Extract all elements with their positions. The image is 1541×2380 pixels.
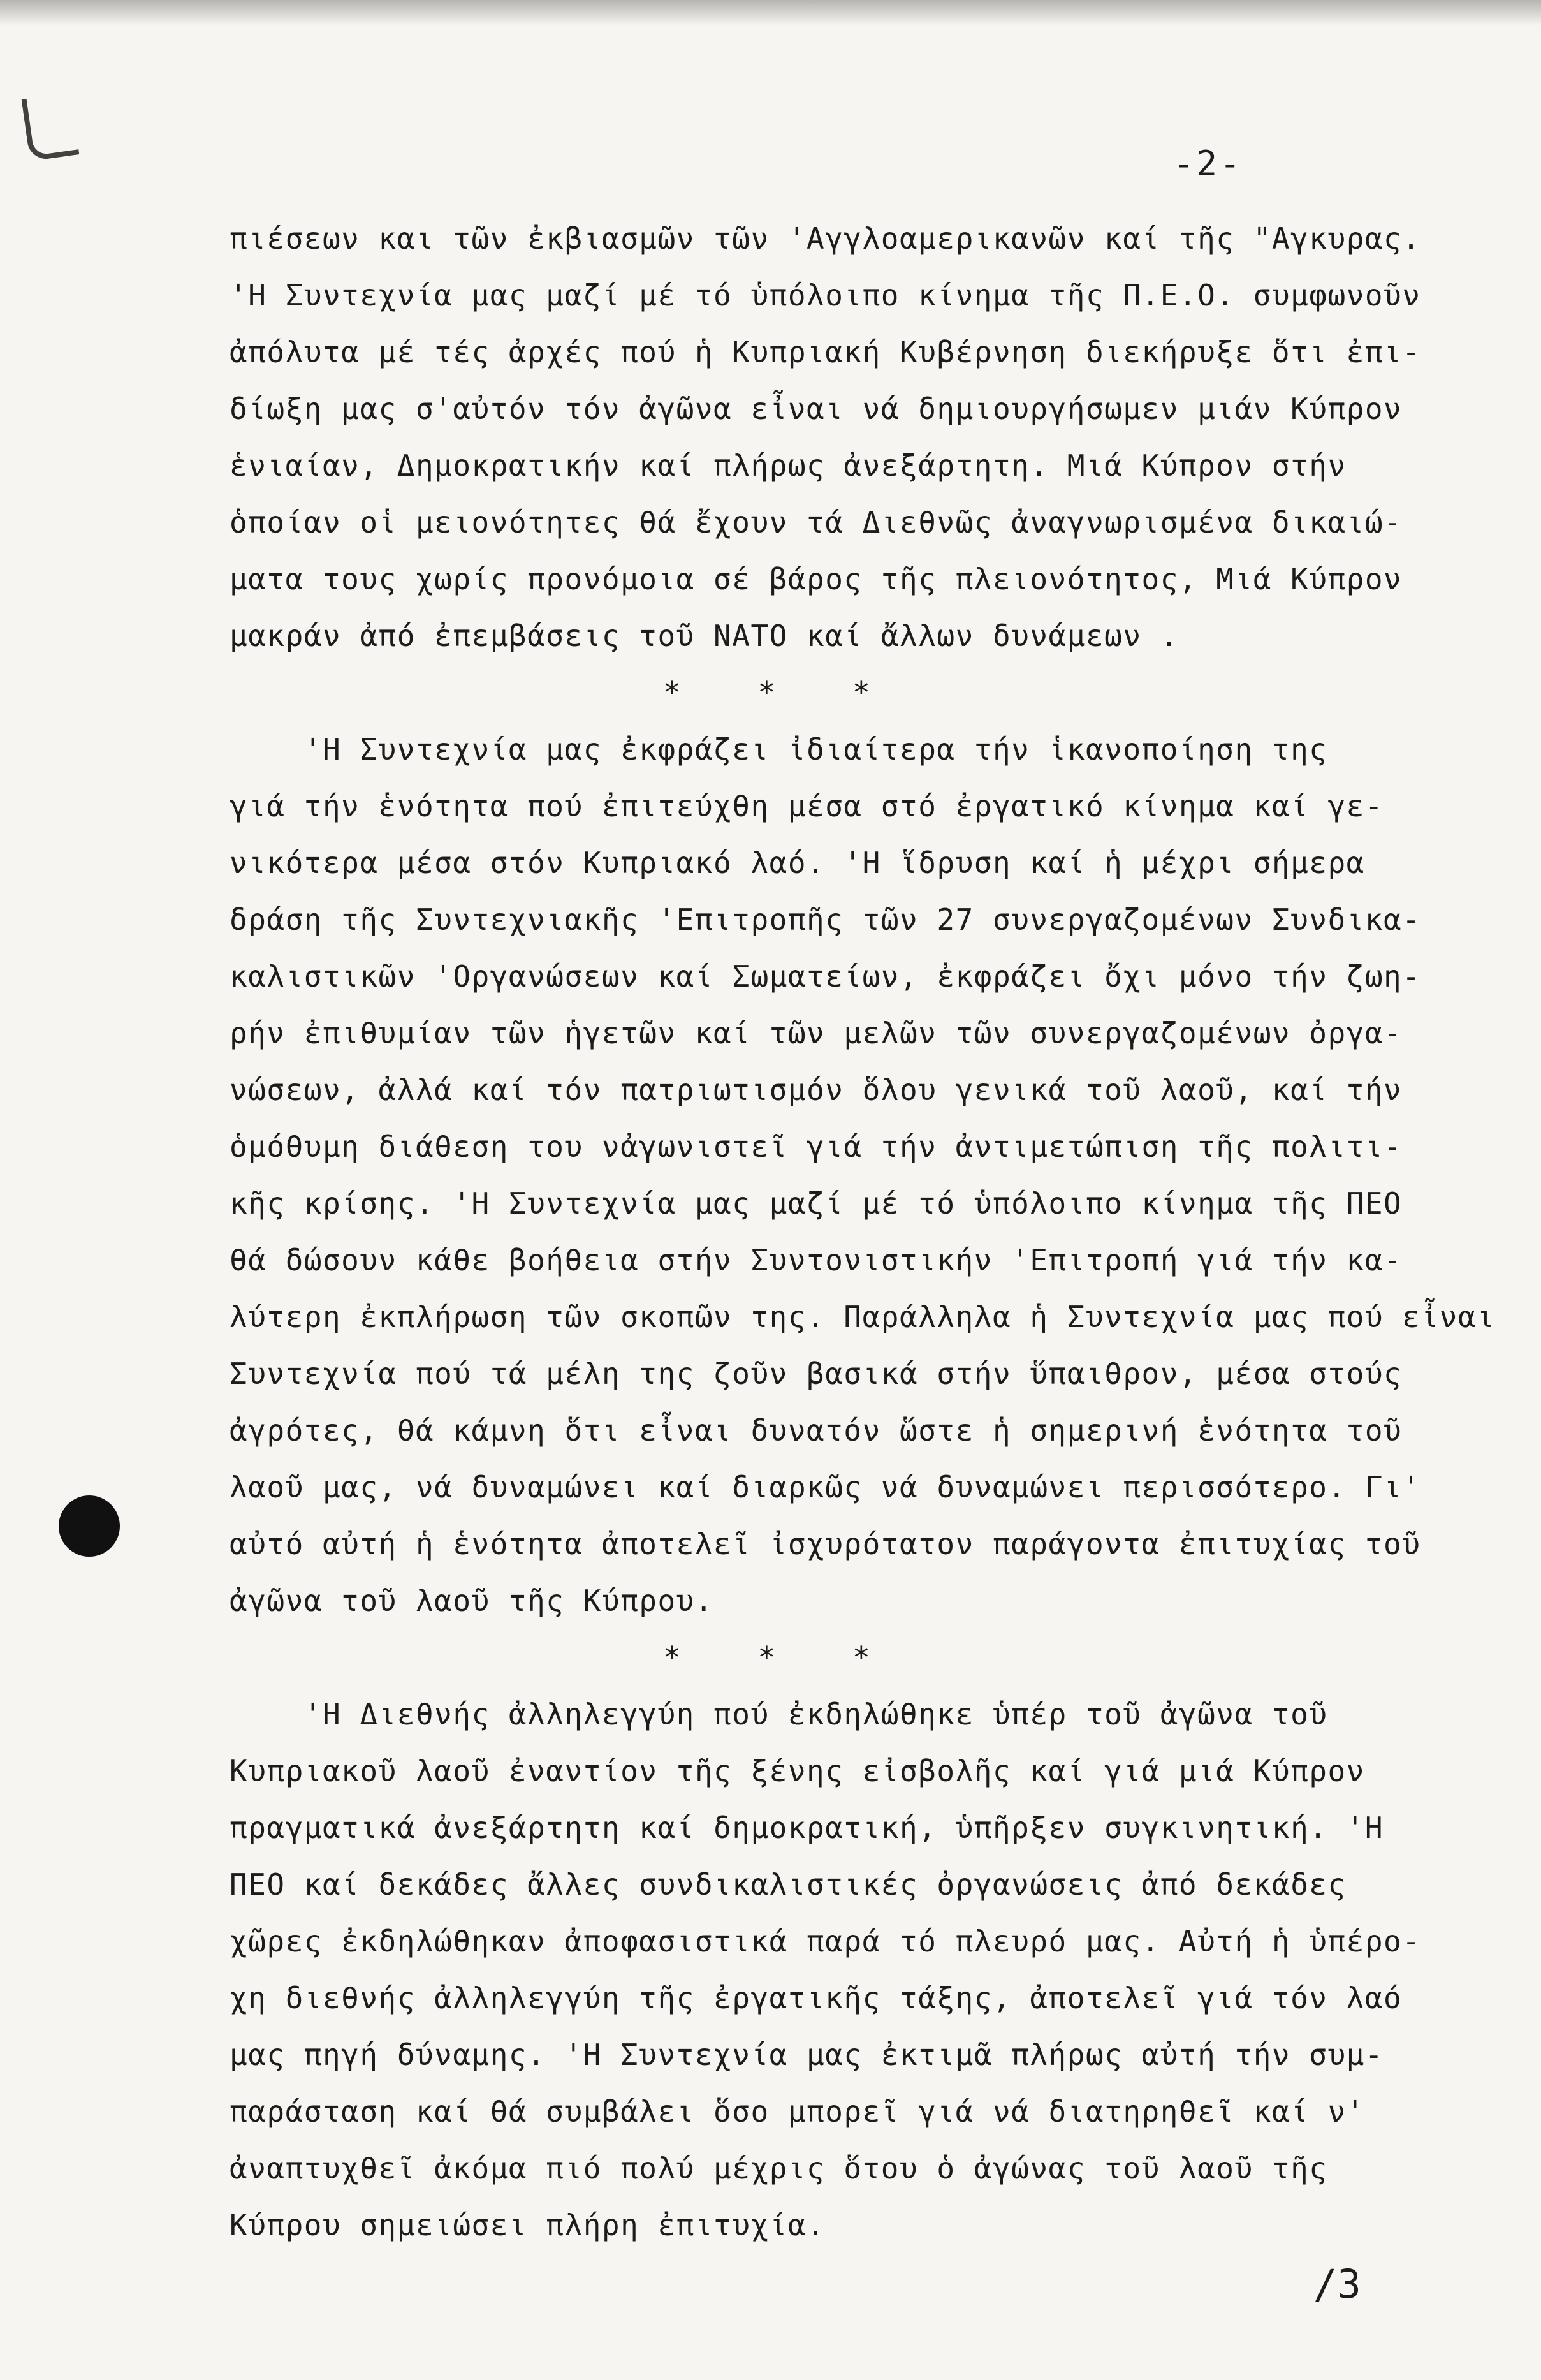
section-separator: * * * xyxy=(663,1640,872,1675)
text-line: παράσταση καί θά συμβάλει ὅσο μπορεῖ γιά νά διατηρηθεῖ καί ν' xyxy=(230,2094,1365,2129)
text-line: Κύπρου σημειώσει πλήρη ἐπιτυχία. xyxy=(230,2208,826,2242)
text-line: μακράν ἀπό ἐπεμβάσεις τοῦ ΝΑΤΟ καί ἄλλων δυνάμεων . xyxy=(230,619,1179,653)
text-line: νώσεων, ἀλλά καί τόν πατριωτισμόν ὅλου γενικά τοῦ λαοῦ, καί τήν xyxy=(230,1073,1403,1107)
handwritten-mark xyxy=(22,92,80,161)
text-line: ἑνιαίαν, Δημοκρατικήν καί πλήρως ἀνεξάρτητη. Μιά Κύπρον στήν xyxy=(230,448,1347,483)
document-body xyxy=(230,210,1498,2254)
text-line: Κυπριακοῦ λαοῦ ἐναντίον τῆς ξένης εἰσβολῆς καί γιά μιά Κύπρον xyxy=(230,1754,1365,1788)
text-line: ΠΕΟ καί δεκάδες ἄλλες συνδικαλιστικές ὀργανώσεις ἀπό δεκάδες xyxy=(230,1867,1347,1902)
text-line: ρήν ἐπιθυμίαν τῶν ἡγετῶν καί τῶν μελῶν τῶν συνεργαζομένων ὀργα- xyxy=(230,1016,1403,1050)
text-line: δίωξη μας σ'αὐτόν τόν ἀγῶνα εἶναι νά δημιουργήσωμεν μιάν Κύπρον xyxy=(230,392,1403,426)
punch-hole xyxy=(59,1495,120,1557)
text-line: νικότερα μέσα στόν Κυπριακό λαό. 'Η ἵδρυση καί ἡ μέχρι σήμερα xyxy=(230,846,1365,880)
text-line: πιέσεων και τῶν ἐκβιασμῶν τῶν 'Αγγλοαμερικανῶν καί τῆς "Αγκυρας. xyxy=(230,221,1421,256)
continuation-mark: /3 xyxy=(1313,2261,1361,2307)
text-line: γιά τήν ἑνότητα πού ἐπιτεύχθη μέσα στό ἐργατικό κίνημα καί γε- xyxy=(230,789,1384,823)
text-line: 'Η Συντεχνία μας μαζί μέ τό ὑπόλοιπο κίνημα τῆς Π.Ε.Ο. συμφωνοῦν xyxy=(230,278,1421,312)
section-separator: * * * xyxy=(663,675,872,710)
text-line: μας πηγή δύναμης. 'Η Συντεχνία μας ἐκτιμᾶ πλήρως αὐτή τήν συμ- xyxy=(230,2038,1384,2072)
text-line: πραγματικά ἀνεξάρτητη καί δημοκρατική, ὑπῆρξεν συγκινητική. 'Η xyxy=(230,1811,1384,1845)
text-line: χη διεθνής ἀλληλεγγύη τῆς ἐργατικῆς τάξης, ἀποτελεῖ γιά τόν λαό xyxy=(230,1981,1403,2015)
text-line: κῆς κρίσης. 'Η Συντεχνία μας μαζί μέ τό ὑπόλοιπο κίνημα τῆς ΠΕΟ xyxy=(230,1186,1403,1221)
text-line: λαοῦ μας, νά δυναμώνει καί διαρκῶς νά δυναμώνει περισσότερο. Γι' xyxy=(230,1470,1421,1504)
text-line: χῶρες ἐκδηλώθηκαν ἀποφασιστικά παρά τό πλευρό μας. Αὐτή ἡ ὑπέρο- xyxy=(230,1924,1421,1958)
text-line: θά δώσουν κάθε βοήθεια στήν Συντονιστικήν 'Επιτροπή γιά τήν κα- xyxy=(230,1243,1403,1277)
text-line: Συντεχνία πού τά μέλη της ζοῦν βασικά στήν ὕπαιθρον, μέσα στούς xyxy=(230,1356,1403,1391)
text-line: ὁμόθυμη διάθεση του νἀγωνιστεῖ γιά τήν ἀντιμετώπιση τῆς πολιτι- xyxy=(230,1129,1403,1164)
text-line: αὐτό αὐτή ἡ ἑνότητα ἀποτελεῖ ἰσχυρότατον παράγοντα ἐπιτυχίας τοῦ xyxy=(230,1527,1421,1561)
text-line: καλιστικῶν 'Οργανώσεων καί Σωματείων, ἐκφράζει ὄχι μόνο τήν ζωη- xyxy=(230,959,1421,994)
text-line: 'Η Συντεχνία μας ἐκφράζει ἰδιαίτερα τήν ἱκανοποίηση της xyxy=(230,732,1328,767)
text-line: δράση τῆς Συντεχνιακῆς 'Επιτροπῆς τῶν 27 συνεργαζομένων Συνδικα- xyxy=(230,902,1421,937)
text-line: λύτερη ἐκπλήρωση τῶν σκοπῶν της. Παράλληλα ἡ Συντεχνία μας πού εἶναι xyxy=(230,1300,1496,1334)
text-line: ματα τους χωρίς προνόμοια σέ βάρος τῆς πλειονότητος, Μιά Κύπρον xyxy=(230,562,1403,596)
text-line: ἀναπτυχθεῖ ἀκόμα πιό πολύ μέχρις ὅτου ὁ ἀγώνας τοῦ λαοῦ τῆς xyxy=(230,2151,1328,2185)
text-line: 'Η Διεθνής ἀλληλεγγύη πού ἐκδηλώθηκε ὑπέρ τοῦ ἀγῶνα τοῦ xyxy=(230,1697,1328,1731)
text-line: ἀπόλυτα μέ τές ἀρχές πού ἡ Κυπριακή Κυβέρνηση διεκήρυξε ὅτι ἐπι- xyxy=(230,335,1421,369)
page-number: -2- xyxy=(1173,143,1243,184)
text-line: ἀγῶνα τοῦ λαοῦ τῆς Κύπρου. xyxy=(230,1583,714,1618)
text-line: ὁποίαν οἱ μειονότητες θά ἔχουν τά Διεθνῶς ἀναγνωρισμένα δικαιώ- xyxy=(230,505,1403,540)
text-line: ἀγρότες, θά κάμνη ὅτι εἶναι δυνατόν ὥστε ἡ σημερινή ἑνότητα τοῦ xyxy=(230,1413,1403,1448)
scan-noise xyxy=(0,0,1541,26)
